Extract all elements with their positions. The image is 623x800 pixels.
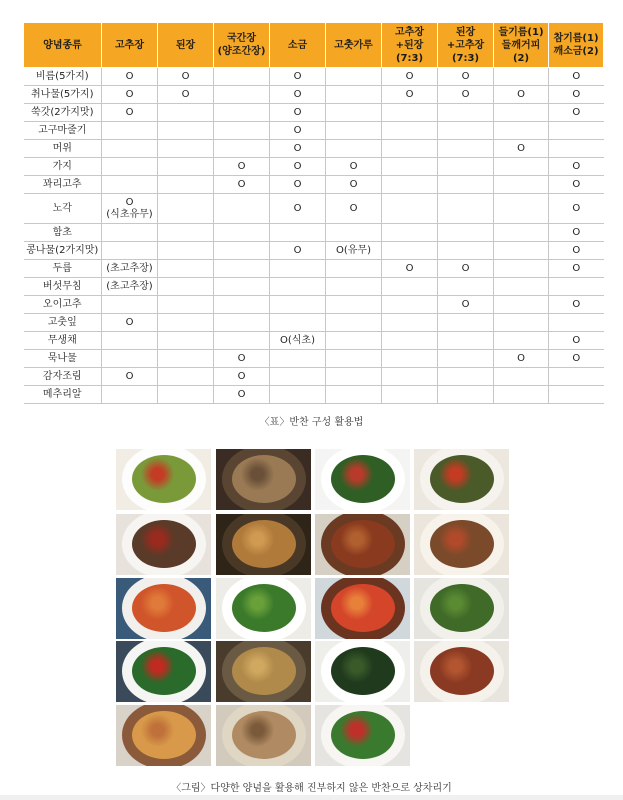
banchan-photo [315,705,410,766]
seasoning-mark-cell [494,368,549,386]
food-shape [430,647,494,695]
seasoning-mark-cell [326,86,382,104]
banchan-photo [414,578,509,639]
dish-name-cell: 무생채 [24,332,102,350]
seasoning-mark-cell: O [158,68,214,86]
seasoning-mark-cell: O [382,260,438,278]
seasoning-mark-cell [102,224,158,242]
table-row [24,140,604,158]
seasoning-mark-cell [549,368,604,386]
table-row [24,176,604,194]
seasoning-mark-cell: O [549,68,604,86]
banchan-photo [414,514,509,575]
seasoning-mark-cell [382,104,438,122]
seasoning-mark-cell [382,314,438,332]
dish-name-cell: 쑥갓(2가지맛) [24,104,102,122]
seasoning-mark-cell [438,140,494,158]
dish-name-cell: 노각 [24,194,102,224]
seasoning-mark-cell [214,68,270,86]
banchan-photo [216,578,311,639]
seasoning-mark-cell [494,296,549,314]
seasoning-mark-cell [102,350,158,368]
seasoning-mark-cell [326,224,382,242]
table-row [24,386,604,404]
seasoning-mark-cell [549,278,604,296]
seasoning-mark-cell [438,314,494,332]
seasoning-mark-cell [326,68,382,86]
seasoning-mark-cell [382,224,438,242]
seasoning-mark-cell [158,368,214,386]
seasoning-mark-cell [158,386,214,404]
seasoning-mark-cell [382,194,438,224]
banchan-photo [116,705,211,766]
seasoning-mark-cell: O [214,368,270,386]
seasoning-mark-cell: O [102,104,158,122]
seasoning-mark-cell [494,224,549,242]
banchan-photo [414,641,509,702]
seasoning-mark-cell [158,314,214,332]
seasoning-mark-cell: O [270,242,326,260]
seasoning-mark-cell: O [214,386,270,404]
seasoning-mark-cell [326,386,382,404]
dish-name-cell: 취나물(5가지) [24,86,102,104]
food-shape [132,584,196,632]
seasoning-mark-cell: O [214,158,270,176]
table-row [24,104,604,122]
seasoning-mark-cell [158,140,214,158]
table-row [24,86,604,104]
food-shape [430,584,494,632]
seasoning-mark-cell [214,242,270,260]
seasoning-mark-cell: O [270,158,326,176]
seasoning-mark-cell [214,224,270,242]
table-row [24,224,604,242]
food-shape [232,647,296,695]
seasoning-mark-cell [549,386,604,404]
banchan-photo [315,641,410,702]
food-shape [331,584,395,632]
page-bottom-strip [0,795,623,800]
seasoning-mark-cell [102,176,158,194]
food-shape [331,455,395,503]
seasoning-mark-cell [438,194,494,224]
seasoning-mark-cell [494,242,549,260]
food-shape [232,455,296,503]
table-row [24,332,604,350]
seasoning-mark-cell [158,158,214,176]
column-header: 된장 [158,23,214,68]
seasoning-mark-cell [158,104,214,122]
seasoning-mark-cell [158,176,214,194]
column-header: 들기름(1) 들깨거피(2) [494,23,549,68]
table-caption: 〈표〉반찬 구성 활용법 [259,417,364,428]
seasoning-mark-cell: O [494,350,549,368]
seasoning-mark-cell [382,176,438,194]
seasoning-mark-cell [382,278,438,296]
seasoning-mark-cell: O [326,176,382,194]
seasoning-mark-cell [214,278,270,296]
seasoning-mark-cell [438,242,494,260]
seasoning-mark-cell: O [549,158,604,176]
seasoning-mark-cell: O [102,314,158,332]
seasoning-mark-cell: O [102,368,158,386]
seasoning-mark-cell [549,314,604,332]
food-shape [232,584,296,632]
seasoning-mark-cell [326,140,382,158]
banchan-photo [116,514,211,575]
seasoning-mark-cell [158,260,214,278]
seasoning-mark-cell [102,122,158,140]
seasoning-mark-cell [382,242,438,260]
seasoning-mark-cell [382,368,438,386]
seasoning-mark-cell: O [549,296,604,314]
seasoning-mark-cell [549,140,604,158]
seasoning-mark-cell: O [102,68,158,86]
table-row [24,158,604,176]
banchan-photo-grid [116,449,512,771]
banchan-photo [216,641,311,702]
seasoning-mark-cell [382,386,438,404]
column-header: 된장 +고추장 (7:3) [438,23,494,68]
food-shape [430,455,494,503]
dish-name-cell: 버섯무침 [24,278,102,296]
seasoning-mark-cell [158,296,214,314]
banchan-photo [116,449,211,510]
seasoning-mark-cell [438,386,494,404]
seasoning-mark-cell [494,122,549,140]
seasoning-mark-cell: O(유무) [326,242,382,260]
dish-name-cell: 메추리알 [24,386,102,404]
table-row [24,314,604,332]
seasoning-mark-cell [382,122,438,140]
seasoning-mark-cell [326,104,382,122]
column-header: 고추장 +된장 (7:3) [382,23,438,68]
banchan-photo [216,449,311,510]
banchan-photo [216,705,311,766]
seasoning-mark-cell: O [438,86,494,104]
seasoning-mark-cell [494,278,549,296]
seasoning-mark-cell: O [270,86,326,104]
seasoning-mark-cell [214,104,270,122]
seasoning-mark-cell [438,158,494,176]
seasoning-mark-cell: O [270,176,326,194]
dish-name-cell: 묵나물 [24,350,102,368]
table-row [24,368,604,386]
food-shape [232,520,296,568]
seasoning-mark-cell [382,332,438,350]
seasoning-mark-cell: (초고추장) [102,278,158,296]
table-row [24,278,604,296]
dish-name-cell: 오이고추 [24,296,102,314]
seasoning-mark-cell: O [270,68,326,86]
seasoning-mark-cell [494,176,549,194]
seasoning-mark-cell: O [549,224,604,242]
seasoning-mark-cell: O [326,158,382,176]
dish-name-cell: 고구마줄기 [24,122,102,140]
food-shape [132,647,196,695]
seasoning-mark-cell: O [549,104,604,122]
food-shape [331,520,395,568]
seasoning-mark-cell: O [270,140,326,158]
banchan-seasoning-table [23,22,604,404]
seasoning-mark-cell [494,104,549,122]
seasoning-mark-cell [270,368,326,386]
seasoning-mark-cell: O [326,194,382,224]
seasoning-mark-cell [326,278,382,296]
seasoning-mark-cell: O [549,332,604,350]
seasoning-mark-cell [438,332,494,350]
seasoning-mark-cell [158,122,214,140]
seasoning-mark-cell: O [102,86,158,104]
banchan-photo [216,514,311,575]
seasoning-mark-cell [214,194,270,224]
seasoning-mark-cell: O [549,194,604,224]
seasoning-mark-cell [549,122,604,140]
seasoning-mark-cell [102,386,158,404]
dish-name-cell: 머위 [24,140,102,158]
seasoning-mark-cell [158,242,214,260]
seasoning-mark-cell [214,314,270,332]
seasoning-mark-cell [494,260,549,278]
table-row [24,122,604,140]
seasoning-mark-cell: O (식초유무) [102,194,158,224]
seasoning-mark-cell [326,368,382,386]
seasoning-mark-cell: O [438,68,494,86]
seasoning-mark-cell [326,350,382,368]
seasoning-mark-cell: O [382,86,438,104]
seasoning-mark-cell [326,260,382,278]
seasoning-mark-cell [438,176,494,194]
seasoning-mark-cell [326,314,382,332]
seasoning-mark-cell [158,194,214,224]
column-header: 고추장 [102,23,158,68]
seasoning-mark-cell [270,260,326,278]
food-shape [331,711,395,759]
seasoning-mark-cell [214,86,270,104]
seasoning-mark-cell [214,122,270,140]
seasoning-mark-cell [158,350,214,368]
seasoning-mark-cell [102,332,158,350]
dish-name-cell: 고춧잎 [24,314,102,332]
food-shape [232,711,296,759]
seasoning-mark-cell: O [549,86,604,104]
seasoning-mark-cell: O [158,86,214,104]
seasoning-mark-cell [270,386,326,404]
table-header-row [24,23,604,68]
seasoning-mark-cell: O [270,194,326,224]
banchan-photo [116,578,211,639]
seasoning-mark-cell [102,296,158,314]
dish-name-cell: 감자조림 [24,368,102,386]
figure-caption: 〈그림〉다양한 양념을 활용해 진부하지 않은 반찬으로 상차리기 [171,783,452,794]
table-row [24,242,604,260]
table-row [24,68,604,86]
seasoning-mark-cell [270,278,326,296]
seasoning-mark-cell [158,332,214,350]
seasoning-mark-cell [382,158,438,176]
seasoning-mark-cell [438,350,494,368]
seasoning-mark-cell [494,194,549,224]
dish-name-cell: 꽈리고추 [24,176,102,194]
seasoning-mark-cell: O [214,350,270,368]
seasoning-mark-cell [158,224,214,242]
seasoning-mark-cell [494,332,549,350]
seasoning-mark-cell: O [270,104,326,122]
column-header: 양념종류 [24,23,102,68]
seasoning-mark-cell [326,122,382,140]
seasoning-mark-cell: O [438,296,494,314]
seasoning-mark-cell [102,158,158,176]
seasoning-mark-cell [438,104,494,122]
dish-name-cell: 콩나물(2가지맛) [24,242,102,260]
seasoning-mark-cell: O [438,260,494,278]
seasoning-mark-cell: O [494,86,549,104]
column-header: 참기름(1) 깨소금(2) [549,23,604,68]
seasoning-mark-cell [158,278,214,296]
column-header: 고춧가루 [326,23,382,68]
seasoning-mark-cell [214,332,270,350]
seasoning-mark-cell [214,296,270,314]
seasoning-mark-cell [270,296,326,314]
seasoning-mark-cell [270,224,326,242]
seasoning-mark-cell [494,158,549,176]
seasoning-mark-cell: O [494,140,549,158]
banchan-photo [315,449,410,510]
seasoning-mark-cell [494,68,549,86]
seasoning-mark-cell [270,350,326,368]
seasoning-mark-cell [438,224,494,242]
seasoning-mark-cell [102,242,158,260]
dish-name-cell: 가지 [24,158,102,176]
seasoning-mark-cell: O [549,242,604,260]
seasoning-mark-cell [102,140,158,158]
food-shape [132,455,196,503]
seasoning-mark-cell: O [214,176,270,194]
seasoning-mark-cell [438,368,494,386]
dish-name-cell: 함초 [24,224,102,242]
seasoning-mark-cell: O(식초) [270,332,326,350]
banchan-photo [315,578,410,639]
seasoning-mark-cell [494,314,549,332]
table-row [24,194,604,224]
column-header: 소금 [270,23,326,68]
dish-name-cell: 두릅 [24,260,102,278]
seasoning-mark-cell [214,140,270,158]
column-header: 국간장 (양조간장) [214,23,270,68]
banchan-photo [315,514,410,575]
seasoning-mark-cell [382,140,438,158]
banchan-photo [414,449,509,510]
seasoning-mark-cell: O [382,68,438,86]
seasoning-mark-cell [326,332,382,350]
seasoning-mark-cell: (초고추장) [102,260,158,278]
seasoning-mark-cell: O [549,350,604,368]
seasoning-mark-cell [382,350,438,368]
seasoning-mark-cell [382,296,438,314]
seasoning-mark-cell [326,296,382,314]
dish-name-cell: 비름(5가지) [24,68,102,86]
seasoning-mark-cell: O [549,260,604,278]
seasoning-mark-cell: O [270,122,326,140]
seasoning-mark-cell [438,122,494,140]
food-shape [132,711,196,759]
seasoning-mark-cell: O [549,176,604,194]
table-row [24,296,604,314]
seasoning-mark-cell [214,260,270,278]
food-shape [132,520,196,568]
seasoning-mark-cell [438,278,494,296]
food-shape [430,520,494,568]
food-shape [331,647,395,695]
seasoning-mark-cell [270,314,326,332]
table-row [24,350,604,368]
banchan-photo [116,641,211,702]
table-row [24,260,604,278]
seasoning-mark-cell [494,386,549,404]
